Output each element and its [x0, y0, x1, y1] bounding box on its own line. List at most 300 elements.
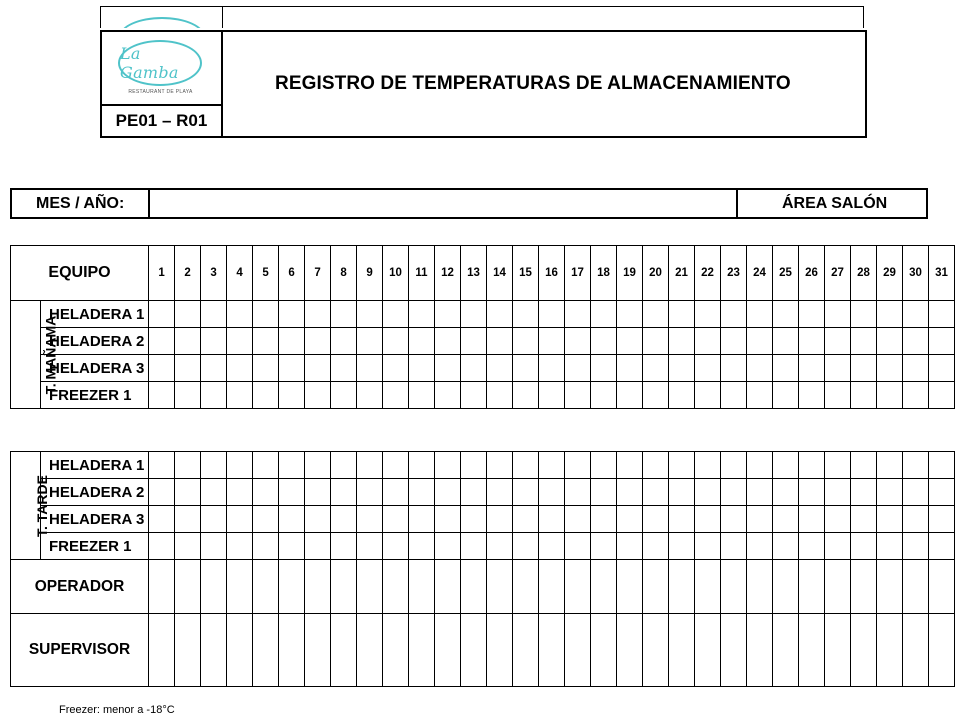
temperature-cell-m1-day-11[interactable]	[409, 301, 435, 328]
temperature-cell-t4-day-12[interactable]	[435, 533, 461, 560]
temperature-cell-supervisor-day-25[interactable]	[773, 614, 799, 687]
temperature-cell-t1-day-21[interactable]	[669, 452, 695, 479]
temperature-cell-t1-day-7[interactable]	[305, 452, 331, 479]
temperature-cell-m1-day-29[interactable]	[877, 301, 903, 328]
temperature-cell-operator-day-30[interactable]	[903, 560, 929, 614]
temperature-cell-m2-day-16[interactable]	[539, 328, 565, 355]
temperature-cell-t4-day-20[interactable]	[643, 533, 669, 560]
temperature-cell-t4-day-6[interactable]	[279, 533, 305, 560]
temperature-cell-supervisor-day-24[interactable]	[747, 614, 773, 687]
temperature-cell-m2-day-11[interactable]	[409, 328, 435, 355]
temperature-cell-t3-day-18[interactable]	[591, 506, 617, 533]
temperature-cell-m4-day-4[interactable]	[227, 382, 253, 409]
temperature-cell-supervisor-day-1[interactable]	[149, 614, 175, 687]
temperature-cell-t1-day-6[interactable]	[279, 452, 305, 479]
temperature-cell-supervisor-day-19[interactable]	[617, 614, 643, 687]
temperature-cell-supervisor-day-5[interactable]	[253, 614, 279, 687]
temperature-cell-m2-day-12[interactable]	[435, 328, 461, 355]
temperature-cell-t1-day-24[interactable]	[747, 452, 773, 479]
temperature-cell-supervisor-day-17[interactable]	[565, 614, 591, 687]
temperature-cell-operator-day-7[interactable]	[305, 560, 331, 614]
temperature-cell-m1-day-14[interactable]	[487, 301, 513, 328]
temperature-cell-t3-day-17[interactable]	[565, 506, 591, 533]
temperature-cell-t2-day-15[interactable]	[513, 479, 539, 506]
temperature-cell-m4-day-18[interactable]	[591, 382, 617, 409]
temperature-cell-t3-day-10[interactable]	[383, 506, 409, 533]
temperature-cell-m1-day-5[interactable]	[253, 301, 279, 328]
temperature-cell-t2-day-17[interactable]	[565, 479, 591, 506]
temperature-cell-operator-day-2[interactable]	[175, 560, 201, 614]
temperature-cell-m4-day-10[interactable]	[383, 382, 409, 409]
temperature-cell-m1-day-4[interactable]	[227, 301, 253, 328]
temperature-cell-t4-day-25[interactable]	[773, 533, 799, 560]
temperature-cell-t2-day-8[interactable]	[331, 479, 357, 506]
temperature-cell-m4-day-11[interactable]	[409, 382, 435, 409]
temperature-cell-m4-day-28[interactable]	[851, 382, 877, 409]
temperature-cell-t2-day-3[interactable]	[201, 479, 227, 506]
temperature-cell-operator-day-4[interactable]	[227, 560, 253, 614]
temperature-cell-m2-day-3[interactable]	[201, 328, 227, 355]
temperature-cell-operator-day-8[interactable]	[331, 560, 357, 614]
temperature-cell-m1-day-3[interactable]	[201, 301, 227, 328]
temperature-cell-m1-day-15[interactable]	[513, 301, 539, 328]
temperature-cell-t4-day-24[interactable]	[747, 533, 773, 560]
temperature-cell-t2-day-30[interactable]	[903, 479, 929, 506]
temperature-cell-m3-day-5[interactable]	[253, 355, 279, 382]
temperature-cell-t1-day-8[interactable]	[331, 452, 357, 479]
temperature-cell-m4-day-22[interactable]	[695, 382, 721, 409]
temperature-cell-m2-day-30[interactable]	[903, 328, 929, 355]
temperature-cell-m4-day-16[interactable]	[539, 382, 565, 409]
temperature-cell-t4-day-13[interactable]	[461, 533, 487, 560]
temperature-cell-m2-day-10[interactable]	[383, 328, 409, 355]
temperature-cell-operator-day-20[interactable]	[643, 560, 669, 614]
temperature-cell-operator-day-21[interactable]	[669, 560, 695, 614]
temperature-cell-supervisor-day-26[interactable]	[799, 614, 825, 687]
temperature-cell-m2-day-6[interactable]	[279, 328, 305, 355]
temperature-cell-t4-day-17[interactable]	[565, 533, 591, 560]
temperature-cell-m4-day-14[interactable]	[487, 382, 513, 409]
temperature-cell-supervisor-day-12[interactable]	[435, 614, 461, 687]
temperature-cell-t4-day-18[interactable]	[591, 533, 617, 560]
temperature-cell-operator-day-26[interactable]	[799, 560, 825, 614]
temperature-cell-t4-day-26[interactable]	[799, 533, 825, 560]
temperature-cell-operator-day-12[interactable]	[435, 560, 461, 614]
temperature-cell-m4-day-3[interactable]	[201, 382, 227, 409]
temperature-cell-m1-day-28[interactable]	[851, 301, 877, 328]
temperature-cell-operator-day-11[interactable]	[409, 560, 435, 614]
temperature-cell-t4-day-19[interactable]	[617, 533, 643, 560]
temperature-cell-m1-day-1[interactable]	[149, 301, 175, 328]
temperature-cell-m2-day-9[interactable]	[357, 328, 383, 355]
temperature-cell-m4-day-21[interactable]	[669, 382, 695, 409]
temperature-cell-m1-day-9[interactable]	[357, 301, 383, 328]
temperature-cell-t3-day-14[interactable]	[487, 506, 513, 533]
temperature-cell-operator-day-15[interactable]	[513, 560, 539, 614]
temperature-cell-m2-day-17[interactable]	[565, 328, 591, 355]
temperature-cell-m3-day-31[interactable]	[929, 355, 955, 382]
temperature-cell-t2-day-23[interactable]	[721, 479, 747, 506]
temperature-cell-supervisor-day-13[interactable]	[461, 614, 487, 687]
temperature-cell-supervisor-day-4[interactable]	[227, 614, 253, 687]
temperature-cell-m2-day-14[interactable]	[487, 328, 513, 355]
temperature-cell-t4-day-15[interactable]	[513, 533, 539, 560]
temperature-cell-t2-day-16[interactable]	[539, 479, 565, 506]
temperature-cell-m3-day-6[interactable]	[279, 355, 305, 382]
temperature-cell-t1-day-19[interactable]	[617, 452, 643, 479]
temperature-cell-m1-day-20[interactable]	[643, 301, 669, 328]
temperature-cell-t3-day-21[interactable]	[669, 506, 695, 533]
temperature-cell-t1-day-14[interactable]	[487, 452, 513, 479]
temperature-cell-t3-day-26[interactable]	[799, 506, 825, 533]
temperature-cell-m1-day-31[interactable]	[929, 301, 955, 328]
temperature-cell-m2-day-19[interactable]	[617, 328, 643, 355]
temperature-cell-t2-day-4[interactable]	[227, 479, 253, 506]
temperature-cell-m1-day-25[interactable]	[773, 301, 799, 328]
temperature-cell-m2-day-1[interactable]	[149, 328, 175, 355]
temperature-cell-m2-day-4[interactable]	[227, 328, 253, 355]
temperature-cell-m1-day-2[interactable]	[175, 301, 201, 328]
temperature-cell-t1-day-18[interactable]	[591, 452, 617, 479]
temperature-cell-t2-day-29[interactable]	[877, 479, 903, 506]
temperature-cell-t2-day-22[interactable]	[695, 479, 721, 506]
temperature-cell-supervisor-day-30[interactable]	[903, 614, 929, 687]
temperature-cell-t4-day-5[interactable]	[253, 533, 279, 560]
temperature-cell-t3-day-9[interactable]	[357, 506, 383, 533]
temperature-cell-t1-day-15[interactable]	[513, 452, 539, 479]
temperature-cell-m3-day-12[interactable]	[435, 355, 461, 382]
temperature-cell-m4-day-19[interactable]	[617, 382, 643, 409]
temperature-cell-t2-day-18[interactable]	[591, 479, 617, 506]
temperature-cell-m1-day-10[interactable]	[383, 301, 409, 328]
temperature-cell-m4-day-23[interactable]	[721, 382, 747, 409]
temperature-cell-m1-day-6[interactable]	[279, 301, 305, 328]
temperature-cell-t2-day-19[interactable]	[617, 479, 643, 506]
temperature-cell-operator-day-16[interactable]	[539, 560, 565, 614]
temperature-cell-supervisor-day-9[interactable]	[357, 614, 383, 687]
temperature-cell-t4-day-8[interactable]	[331, 533, 357, 560]
temperature-cell-t3-day-23[interactable]	[721, 506, 747, 533]
temperature-cell-m1-day-8[interactable]	[331, 301, 357, 328]
temperature-cell-t3-day-5[interactable]	[253, 506, 279, 533]
month-year-field[interactable]	[150, 190, 738, 217]
temperature-cell-m4-day-2[interactable]	[175, 382, 201, 409]
temperature-cell-t3-day-25[interactable]	[773, 506, 799, 533]
temperature-cell-t2-day-9[interactable]	[357, 479, 383, 506]
temperature-cell-supervisor-day-6[interactable]	[279, 614, 305, 687]
temperature-cell-m4-day-6[interactable]	[279, 382, 305, 409]
temperature-cell-m3-day-13[interactable]	[461, 355, 487, 382]
temperature-cell-t1-day-30[interactable]	[903, 452, 929, 479]
temperature-cell-m1-day-7[interactable]	[305, 301, 331, 328]
temperature-cell-t3-day-30[interactable]	[903, 506, 929, 533]
temperature-cell-m3-day-18[interactable]	[591, 355, 617, 382]
temperature-cell-m2-day-29[interactable]	[877, 328, 903, 355]
temperature-cell-m4-day-8[interactable]	[331, 382, 357, 409]
temperature-cell-t2-day-7[interactable]	[305, 479, 331, 506]
temperature-cell-t4-day-29[interactable]	[877, 533, 903, 560]
temperature-cell-t2-day-12[interactable]	[435, 479, 461, 506]
temperature-cell-m4-day-26[interactable]	[799, 382, 825, 409]
temperature-cell-t1-day-9[interactable]	[357, 452, 383, 479]
temperature-cell-supervisor-day-8[interactable]	[331, 614, 357, 687]
temperature-cell-m2-day-28[interactable]	[851, 328, 877, 355]
temperature-cell-t1-day-28[interactable]	[851, 452, 877, 479]
temperature-cell-t2-day-20[interactable]	[643, 479, 669, 506]
temperature-cell-supervisor-day-10[interactable]	[383, 614, 409, 687]
temperature-cell-t2-day-21[interactable]	[669, 479, 695, 506]
temperature-cell-m4-day-25[interactable]	[773, 382, 799, 409]
temperature-cell-m4-day-17[interactable]	[565, 382, 591, 409]
temperature-cell-m3-day-27[interactable]	[825, 355, 851, 382]
temperature-cell-t1-day-11[interactable]	[409, 452, 435, 479]
temperature-cell-m1-day-27[interactable]	[825, 301, 851, 328]
temperature-cell-t1-day-27[interactable]	[825, 452, 851, 479]
temperature-cell-m1-day-22[interactable]	[695, 301, 721, 328]
temperature-cell-operator-day-27[interactable]	[825, 560, 851, 614]
temperature-cell-m1-day-18[interactable]	[591, 301, 617, 328]
temperature-cell-t3-day-15[interactable]	[513, 506, 539, 533]
temperature-cell-m2-day-31[interactable]	[929, 328, 955, 355]
temperature-cell-m1-day-12[interactable]	[435, 301, 461, 328]
temperature-cell-m4-day-1[interactable]	[149, 382, 175, 409]
temperature-cell-t2-day-31[interactable]	[929, 479, 955, 506]
temperature-cell-supervisor-day-18[interactable]	[591, 614, 617, 687]
temperature-cell-m3-day-1[interactable]	[149, 355, 175, 382]
temperature-cell-supervisor-day-16[interactable]	[539, 614, 565, 687]
temperature-cell-t1-day-20[interactable]	[643, 452, 669, 479]
temperature-cell-m2-day-25[interactable]	[773, 328, 799, 355]
temperature-cell-operator-day-1[interactable]	[149, 560, 175, 614]
temperature-cell-t3-day-19[interactable]	[617, 506, 643, 533]
temperature-cell-operator-day-5[interactable]	[253, 560, 279, 614]
temperature-cell-m3-day-25[interactable]	[773, 355, 799, 382]
temperature-cell-supervisor-day-7[interactable]	[305, 614, 331, 687]
temperature-cell-m3-day-24[interactable]	[747, 355, 773, 382]
temperature-cell-m4-day-15[interactable]	[513, 382, 539, 409]
temperature-cell-supervisor-day-23[interactable]	[721, 614, 747, 687]
temperature-cell-m3-day-21[interactable]	[669, 355, 695, 382]
temperature-cell-t3-day-8[interactable]	[331, 506, 357, 533]
temperature-cell-t1-day-1[interactable]	[149, 452, 175, 479]
temperature-cell-t3-day-7[interactable]	[305, 506, 331, 533]
temperature-cell-t1-day-5[interactable]	[253, 452, 279, 479]
temperature-cell-t4-day-10[interactable]	[383, 533, 409, 560]
temperature-cell-t4-day-23[interactable]	[721, 533, 747, 560]
temperature-cell-operator-day-19[interactable]	[617, 560, 643, 614]
temperature-cell-t4-day-21[interactable]	[669, 533, 695, 560]
temperature-cell-supervisor-day-20[interactable]	[643, 614, 669, 687]
temperature-cell-t1-day-31[interactable]	[929, 452, 955, 479]
temperature-cell-m3-day-23[interactable]	[721, 355, 747, 382]
temperature-cell-operator-day-24[interactable]	[747, 560, 773, 614]
temperature-cell-t2-day-2[interactable]	[175, 479, 201, 506]
temperature-cell-m4-day-31[interactable]	[929, 382, 955, 409]
temperature-cell-m2-day-26[interactable]	[799, 328, 825, 355]
temperature-cell-m3-day-28[interactable]	[851, 355, 877, 382]
temperature-cell-m3-day-30[interactable]	[903, 355, 929, 382]
temperature-cell-t1-day-3[interactable]	[201, 452, 227, 479]
temperature-cell-t2-day-27[interactable]	[825, 479, 851, 506]
temperature-cell-t2-day-13[interactable]	[461, 479, 487, 506]
temperature-cell-m1-day-24[interactable]	[747, 301, 773, 328]
temperature-cell-t4-day-9[interactable]	[357, 533, 383, 560]
temperature-cell-t3-day-12[interactable]	[435, 506, 461, 533]
temperature-cell-t4-day-22[interactable]	[695, 533, 721, 560]
temperature-cell-operator-day-31[interactable]	[929, 560, 955, 614]
temperature-cell-m3-day-9[interactable]	[357, 355, 383, 382]
temperature-cell-m4-day-30[interactable]	[903, 382, 929, 409]
temperature-cell-t4-day-3[interactable]	[201, 533, 227, 560]
temperature-cell-m3-day-10[interactable]	[383, 355, 409, 382]
temperature-cell-t4-day-31[interactable]	[929, 533, 955, 560]
temperature-cell-t1-day-4[interactable]	[227, 452, 253, 479]
temperature-cell-m4-day-5[interactable]	[253, 382, 279, 409]
temperature-cell-supervisor-day-27[interactable]	[825, 614, 851, 687]
temperature-cell-t2-day-5[interactable]	[253, 479, 279, 506]
temperature-cell-t2-day-1[interactable]	[149, 479, 175, 506]
temperature-cell-m2-day-13[interactable]	[461, 328, 487, 355]
temperature-cell-m4-day-13[interactable]	[461, 382, 487, 409]
temperature-cell-m3-day-4[interactable]	[227, 355, 253, 382]
temperature-cell-t3-day-13[interactable]	[461, 506, 487, 533]
temperature-cell-m3-day-29[interactable]	[877, 355, 903, 382]
temperature-cell-supervisor-day-31[interactable]	[929, 614, 955, 687]
temperature-cell-t1-day-22[interactable]	[695, 452, 721, 479]
temperature-cell-m1-day-17[interactable]	[565, 301, 591, 328]
temperature-cell-t2-day-26[interactable]	[799, 479, 825, 506]
temperature-cell-m2-day-8[interactable]	[331, 328, 357, 355]
temperature-cell-m3-day-2[interactable]	[175, 355, 201, 382]
temperature-cell-operator-day-22[interactable]	[695, 560, 721, 614]
temperature-cell-supervisor-day-29[interactable]	[877, 614, 903, 687]
temperature-cell-operator-day-23[interactable]	[721, 560, 747, 614]
temperature-cell-t4-day-7[interactable]	[305, 533, 331, 560]
temperature-cell-t3-day-16[interactable]	[539, 506, 565, 533]
temperature-cell-m1-day-26[interactable]	[799, 301, 825, 328]
temperature-cell-t3-day-11[interactable]	[409, 506, 435, 533]
temperature-cell-t3-day-4[interactable]	[227, 506, 253, 533]
temperature-cell-t3-day-28[interactable]	[851, 506, 877, 533]
temperature-cell-operator-day-10[interactable]	[383, 560, 409, 614]
temperature-cell-m4-day-29[interactable]	[877, 382, 903, 409]
temperature-cell-operator-day-28[interactable]	[851, 560, 877, 614]
temperature-cell-m4-day-27[interactable]	[825, 382, 851, 409]
temperature-cell-m2-day-5[interactable]	[253, 328, 279, 355]
temperature-cell-m3-day-7[interactable]	[305, 355, 331, 382]
temperature-cell-supervisor-day-21[interactable]	[669, 614, 695, 687]
temperature-cell-t4-day-1[interactable]	[149, 533, 175, 560]
temperature-cell-t4-day-28[interactable]	[851, 533, 877, 560]
temperature-cell-t1-day-23[interactable]	[721, 452, 747, 479]
temperature-cell-t4-day-30[interactable]	[903, 533, 929, 560]
temperature-cell-t2-day-10[interactable]	[383, 479, 409, 506]
temperature-cell-t2-day-24[interactable]	[747, 479, 773, 506]
temperature-cell-m3-day-26[interactable]	[799, 355, 825, 382]
temperature-cell-m2-day-18[interactable]	[591, 328, 617, 355]
temperature-cell-operator-day-14[interactable]	[487, 560, 513, 614]
temperature-cell-m4-day-12[interactable]	[435, 382, 461, 409]
temperature-cell-m3-day-19[interactable]	[617, 355, 643, 382]
temperature-cell-supervisor-day-15[interactable]	[513, 614, 539, 687]
temperature-cell-t4-day-27[interactable]	[825, 533, 851, 560]
temperature-cell-t4-day-4[interactable]	[227, 533, 253, 560]
temperature-cell-t3-day-20[interactable]	[643, 506, 669, 533]
temperature-cell-t4-day-11[interactable]	[409, 533, 435, 560]
temperature-cell-m3-day-20[interactable]	[643, 355, 669, 382]
temperature-cell-m3-day-17[interactable]	[565, 355, 591, 382]
temperature-cell-t1-day-29[interactable]	[877, 452, 903, 479]
temperature-cell-operator-day-29[interactable]	[877, 560, 903, 614]
temperature-cell-m2-day-15[interactable]	[513, 328, 539, 355]
temperature-cell-m4-day-20[interactable]	[643, 382, 669, 409]
temperature-cell-t1-day-12[interactable]	[435, 452, 461, 479]
temperature-cell-m1-day-16[interactable]	[539, 301, 565, 328]
temperature-cell-m2-day-21[interactable]	[669, 328, 695, 355]
temperature-cell-m1-day-30[interactable]	[903, 301, 929, 328]
temperature-cell-operator-day-18[interactable]	[591, 560, 617, 614]
temperature-cell-supervisor-day-2[interactable]	[175, 614, 201, 687]
temperature-cell-m2-day-24[interactable]	[747, 328, 773, 355]
temperature-cell-m3-day-15[interactable]	[513, 355, 539, 382]
temperature-cell-supervisor-day-22[interactable]	[695, 614, 721, 687]
temperature-cell-m1-day-19[interactable]	[617, 301, 643, 328]
temperature-cell-m4-day-24[interactable]	[747, 382, 773, 409]
temperature-cell-m2-day-20[interactable]	[643, 328, 669, 355]
temperature-cell-operator-day-9[interactable]	[357, 560, 383, 614]
temperature-cell-operator-day-17[interactable]	[565, 560, 591, 614]
temperature-cell-t3-day-24[interactable]	[747, 506, 773, 533]
temperature-cell-m2-day-22[interactable]	[695, 328, 721, 355]
temperature-cell-t4-day-2[interactable]	[175, 533, 201, 560]
temperature-cell-m3-day-14[interactable]	[487, 355, 513, 382]
temperature-cell-operator-day-3[interactable]	[201, 560, 227, 614]
temperature-cell-t1-day-16[interactable]	[539, 452, 565, 479]
temperature-cell-t3-day-6[interactable]	[279, 506, 305, 533]
temperature-cell-m2-day-27[interactable]	[825, 328, 851, 355]
temperature-cell-t3-day-1[interactable]	[149, 506, 175, 533]
temperature-cell-t4-day-16[interactable]	[539, 533, 565, 560]
temperature-cell-m3-day-11[interactable]	[409, 355, 435, 382]
temperature-cell-m3-day-3[interactable]	[201, 355, 227, 382]
temperature-cell-supervisor-day-11[interactable]	[409, 614, 435, 687]
temperature-cell-t2-day-14[interactable]	[487, 479, 513, 506]
temperature-cell-m2-day-2[interactable]	[175, 328, 201, 355]
temperature-cell-m3-day-8[interactable]	[331, 355, 357, 382]
temperature-cell-t3-day-27[interactable]	[825, 506, 851, 533]
temperature-cell-t1-day-26[interactable]	[799, 452, 825, 479]
temperature-cell-t1-day-13[interactable]	[461, 452, 487, 479]
temperature-cell-t1-day-25[interactable]	[773, 452, 799, 479]
temperature-cell-operator-day-6[interactable]	[279, 560, 305, 614]
temperature-cell-t2-day-28[interactable]	[851, 479, 877, 506]
temperature-cell-t3-day-29[interactable]	[877, 506, 903, 533]
temperature-cell-t3-day-31[interactable]	[929, 506, 955, 533]
temperature-cell-supervisor-day-28[interactable]	[851, 614, 877, 687]
temperature-cell-operator-day-25[interactable]	[773, 560, 799, 614]
temperature-cell-m2-day-23[interactable]	[721, 328, 747, 355]
temperature-cell-m4-day-7[interactable]	[305, 382, 331, 409]
temperature-cell-operator-day-13[interactable]	[461, 560, 487, 614]
temperature-cell-m3-day-16[interactable]	[539, 355, 565, 382]
temperature-cell-m4-day-9[interactable]	[357, 382, 383, 409]
temperature-cell-m3-day-22[interactable]	[695, 355, 721, 382]
temperature-cell-t2-day-25[interactable]	[773, 479, 799, 506]
temperature-cell-t2-day-11[interactable]	[409, 479, 435, 506]
temperature-cell-t1-day-2[interactable]	[175, 452, 201, 479]
temperature-cell-supervisor-day-14[interactable]	[487, 614, 513, 687]
temperature-cell-t1-day-17[interactable]	[565, 452, 591, 479]
